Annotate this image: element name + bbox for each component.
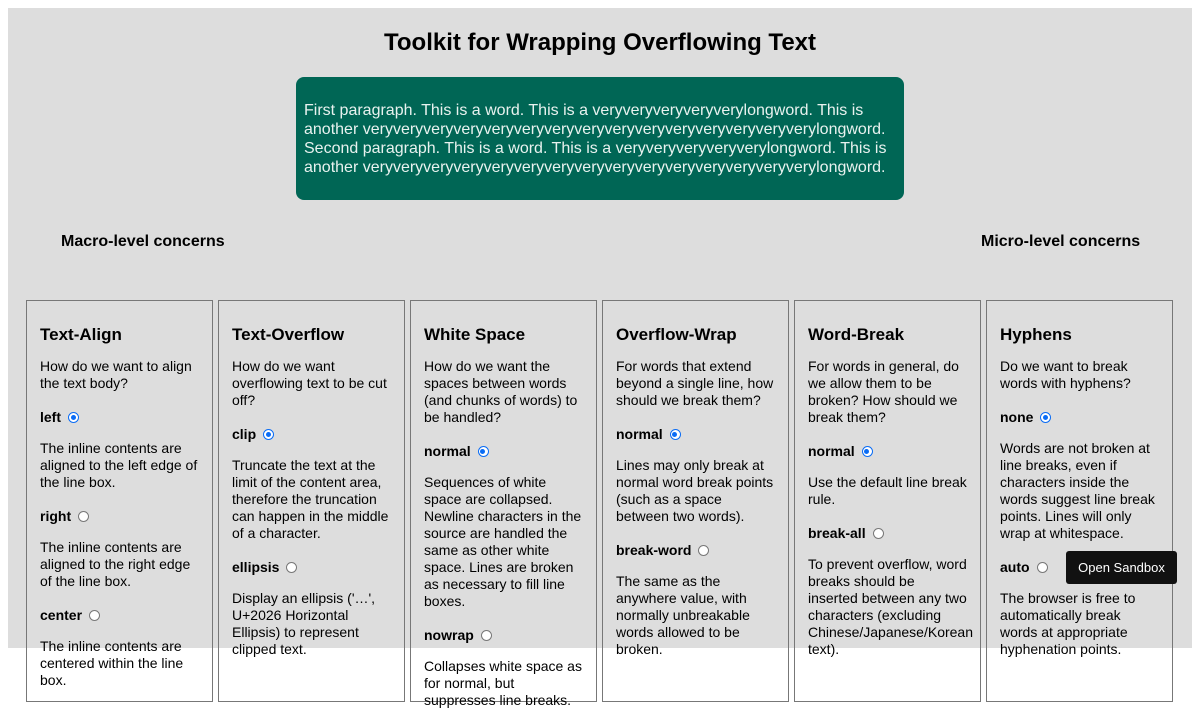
option-none[interactable] xyxy=(1000,409,1159,426)
option-card-text-align xyxy=(26,300,213,702)
option-left[interactable] xyxy=(40,409,199,426)
card-title: Text-Align xyxy=(40,325,122,344)
option-label: normal xyxy=(424,443,471,459)
radio-button[interactable] xyxy=(670,429,681,440)
option-normal[interactable] xyxy=(424,443,583,460)
option-right[interactable] xyxy=(40,508,199,525)
option-label: none xyxy=(1000,409,1034,425)
option-label: nowrap xyxy=(424,627,474,643)
option-description: Sequences of white space are collapsed. Newline characters in the source are handled the same as other white space. Lines are broken as necessary to fill line boxes. xyxy=(424,474,582,609)
card-question: How do we want the spaces between words (and chunks of words) to be handled? xyxy=(424,358,578,425)
radio-button[interactable] xyxy=(68,412,79,423)
radio-button[interactable] xyxy=(1040,412,1051,423)
option-center[interactable] xyxy=(40,607,199,624)
demo-paragraph-1: First paragraph. This is a word. This is a veryveryveryveryverylongword. This is another veryveryveryveryveryveryveryveryveryveryveryveryveryveryverylongword. xyxy=(304,102,886,138)
option-description: Lines may only break at normal word break points (such as a space between two words). xyxy=(616,457,774,524)
option-label: center xyxy=(40,607,83,623)
card-title: Text-Overflow xyxy=(232,325,345,344)
option-description: Words are not broken at line breaks, even if characters inside the words suggest line break points. Lines will only wrap at whitespace. xyxy=(1000,440,1155,541)
page-title: Toolkit for Wrapping Overflowing Text xyxy=(384,29,816,56)
option-label: break-all xyxy=(808,525,866,541)
card-question: Do we want to break words with hyphens? xyxy=(1000,358,1131,391)
option-card-overflow-wrap xyxy=(602,300,789,702)
card-title: Overflow-Wrap xyxy=(616,325,737,344)
demo-text-box xyxy=(296,77,904,200)
option-card-word-break xyxy=(794,300,981,702)
radio-button[interactable] xyxy=(862,446,873,457)
option-description: The inline contents are aligned to the left edge of the line box. xyxy=(40,440,198,490)
option-label: normal xyxy=(808,443,855,459)
radio-button[interactable] xyxy=(286,562,297,573)
card-title: Word-Break xyxy=(808,325,905,344)
option-ellipsis[interactable] xyxy=(232,559,391,576)
option-label: right xyxy=(40,508,72,524)
card-question: For words in general, do we allow them to be broken? How should we break them? xyxy=(808,358,959,425)
radio-button[interactable] xyxy=(873,528,884,539)
micro-heading: Micro-level concerns xyxy=(981,233,1141,250)
demo-paragraph-2: Second paragraph. This is a word. This is a veryveryveryveryverylongword. This is another veryveryveryveryveryveryveryveryveryveryveryveryveryveryverylongword. xyxy=(304,140,887,176)
option-label: normal xyxy=(616,426,663,442)
radio-button[interactable] xyxy=(78,511,89,522)
radio-button[interactable] xyxy=(698,545,709,556)
radio-button[interactable] xyxy=(481,630,492,641)
macro-heading: Macro-level concerns xyxy=(61,233,225,250)
option-label: break-word xyxy=(616,542,692,558)
option-description: The same as the anywhere value, with normally unbreakable words allowed to be broken. xyxy=(616,573,750,657)
option-description: The inline contents are aligned to the right edge of the line box. xyxy=(40,539,191,589)
option-auto[interactable] xyxy=(1000,559,1165,576)
option-card-hyphens xyxy=(986,300,1173,702)
card-question: For words that extend beyond a single line, how should we break them? xyxy=(616,358,774,408)
card-title: Hyphens xyxy=(1000,325,1072,344)
radio-button[interactable] xyxy=(263,429,274,440)
option-clip[interactable] xyxy=(232,426,391,443)
option-label: clip xyxy=(232,426,257,442)
card-question: How do we want to align the text body? xyxy=(40,358,192,391)
option-normal[interactable] xyxy=(808,443,967,460)
option-label: ellipsis xyxy=(232,559,280,575)
option-normal[interactable] xyxy=(616,426,775,443)
option-card-white-space xyxy=(410,300,597,708)
option-card-text-overflow xyxy=(218,300,405,702)
radio-button[interactable] xyxy=(1037,562,1048,573)
open-sandbox-button[interactable]: Open Sandbox xyxy=(1066,551,1177,584)
option-description: Truncate the text at the limit of the content area, therefore the truncation can happen in the middle of a character. xyxy=(232,457,389,541)
option-description: Display an ellipsis ('…', U+2026 Horizontal Ellipsis) to represent clipped text. xyxy=(232,590,376,657)
radio-button[interactable] xyxy=(478,446,489,457)
card-title: White Space xyxy=(424,325,526,344)
option-description: The browser is free to automatically break words at appropriate hyphenation points. xyxy=(1000,590,1136,657)
option-description: To prevent overflow, word breaks should be inserted between any two characters (excluding Chinese/Japanese/Korean text). xyxy=(808,556,974,657)
radio-button[interactable] xyxy=(89,610,100,621)
page xyxy=(8,8,1192,708)
option-description: The inline contents are centered within the line box. xyxy=(40,638,184,688)
option-description: Collapses white space as for normal, but suppresses line breaks. xyxy=(424,658,582,708)
option-label: left xyxy=(40,409,61,425)
card-question: How do we want overflowing text to be cut off? xyxy=(232,358,387,408)
option-description: Use the default line break rule. xyxy=(808,474,967,507)
option-break-all[interactable] xyxy=(808,525,967,542)
option-break-word[interactable] xyxy=(616,542,775,559)
option-label: auto xyxy=(1000,559,1030,575)
